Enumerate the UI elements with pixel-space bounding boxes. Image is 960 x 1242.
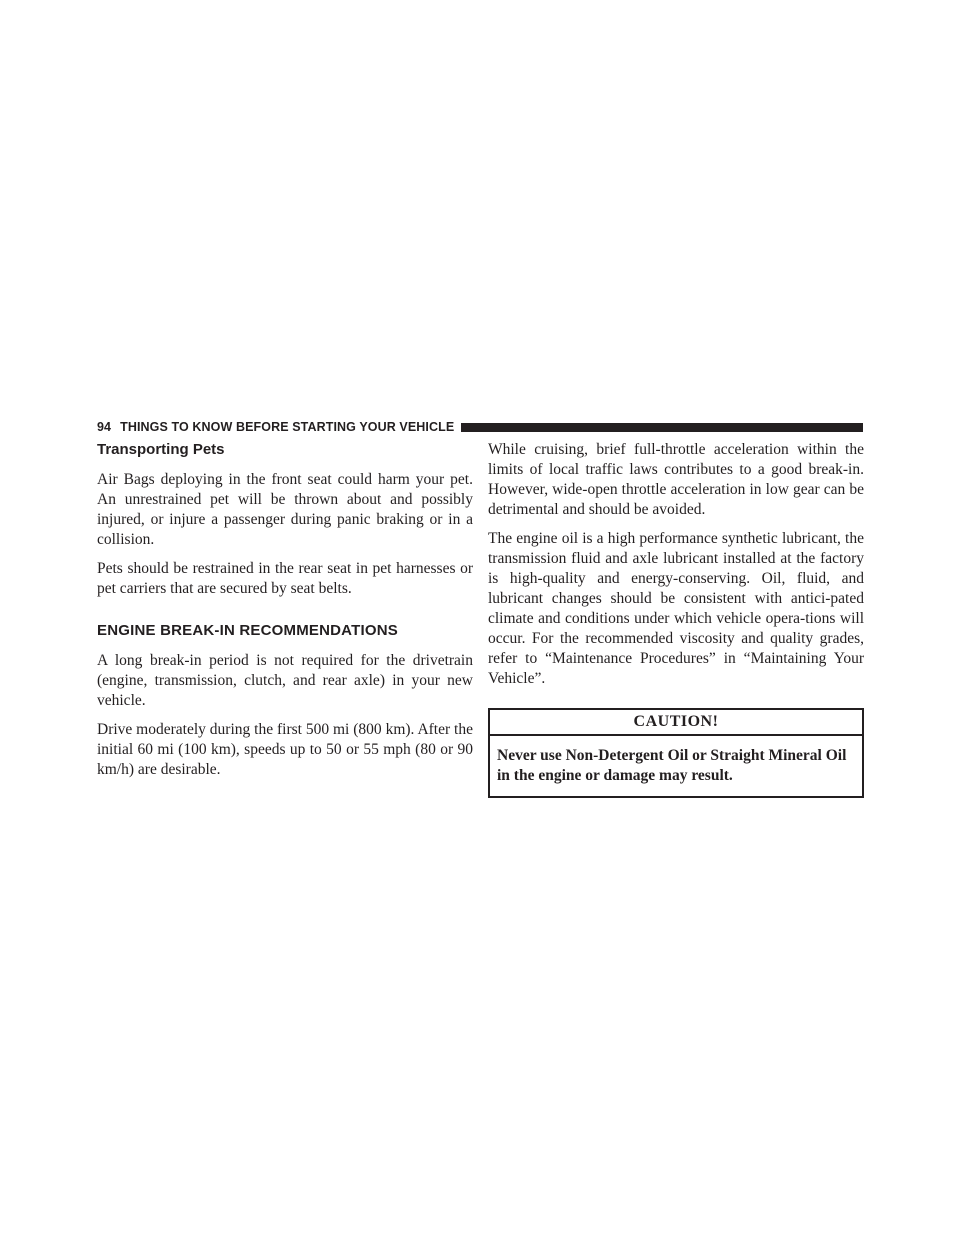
left-column <box>97 440 473 789</box>
pets-paragraph-2: Pets should be restrained in the rear seat in pet harnesses or pet carriers that are secured by seat belts. <box>97 560 473 597</box>
caution-text: Never use Non-Detergent Oil or Straight Mineral Oil in the engine or damage may result. <box>497 747 847 784</box>
right-column <box>488 440 864 798</box>
breakin-paragraph-1: A long break-in period is not required for the drivetrain (engine, transmission, clutch, and rear axle) in your new vehicle. <box>97 652 473 709</box>
engine-oil-paragraph: The engine oil is a high performance synthetic lubricant, the transmission fluid and axle lubricant installed at the factory is high-quality and energy-conserving. Oil, fluid, and lubricant changes should be consistent with antici-pated climate and conditions under which vehicle opera-tions will occur. For the recommended viscosity and quality grades, refer to “Maintenance Procedures” in “Maintaining Your Vehicle”. <box>488 530 864 687</box>
section-title: THINGS TO KNOW BEFORE STARTING YOUR VEHICLE <box>120 420 455 434</box>
caution-title: CAUTION! <box>490 710 862 736</box>
breakin-paragraph-2: Drive moderately during the first 500 mi (800 km). After the initial 60 mi (100 km), speeds up to 50 or 55 mph (80 or 90 km/h) are desirable. <box>97 721 473 778</box>
pets-paragraph-1: Air Bags deploying in the front seat could harm your pet. An unrestrained pet will be thrown about and possibly injured, or injure a passenger during panic braking or in a collision. <box>97 471 473 548</box>
engine-break-in-heading: ENGINE BREAK-IN RECOMMENDATIONS <box>97 622 398 639</box>
page-header <box>97 418 863 436</box>
caution-box <box>488 708 864 798</box>
header-rule <box>461 423 863 432</box>
transporting-pets-heading: Transporting Pets <box>97 441 225 458</box>
cruising-paragraph: While cruising, brief full-throttle acceleration within the limits of local traffic laws contributes to a good break-in. However, wide-open throttle acceleration in low gear can be detrimental and should be avoided. <box>488 441 864 518</box>
page-number: 94 <box>97 420 112 434</box>
